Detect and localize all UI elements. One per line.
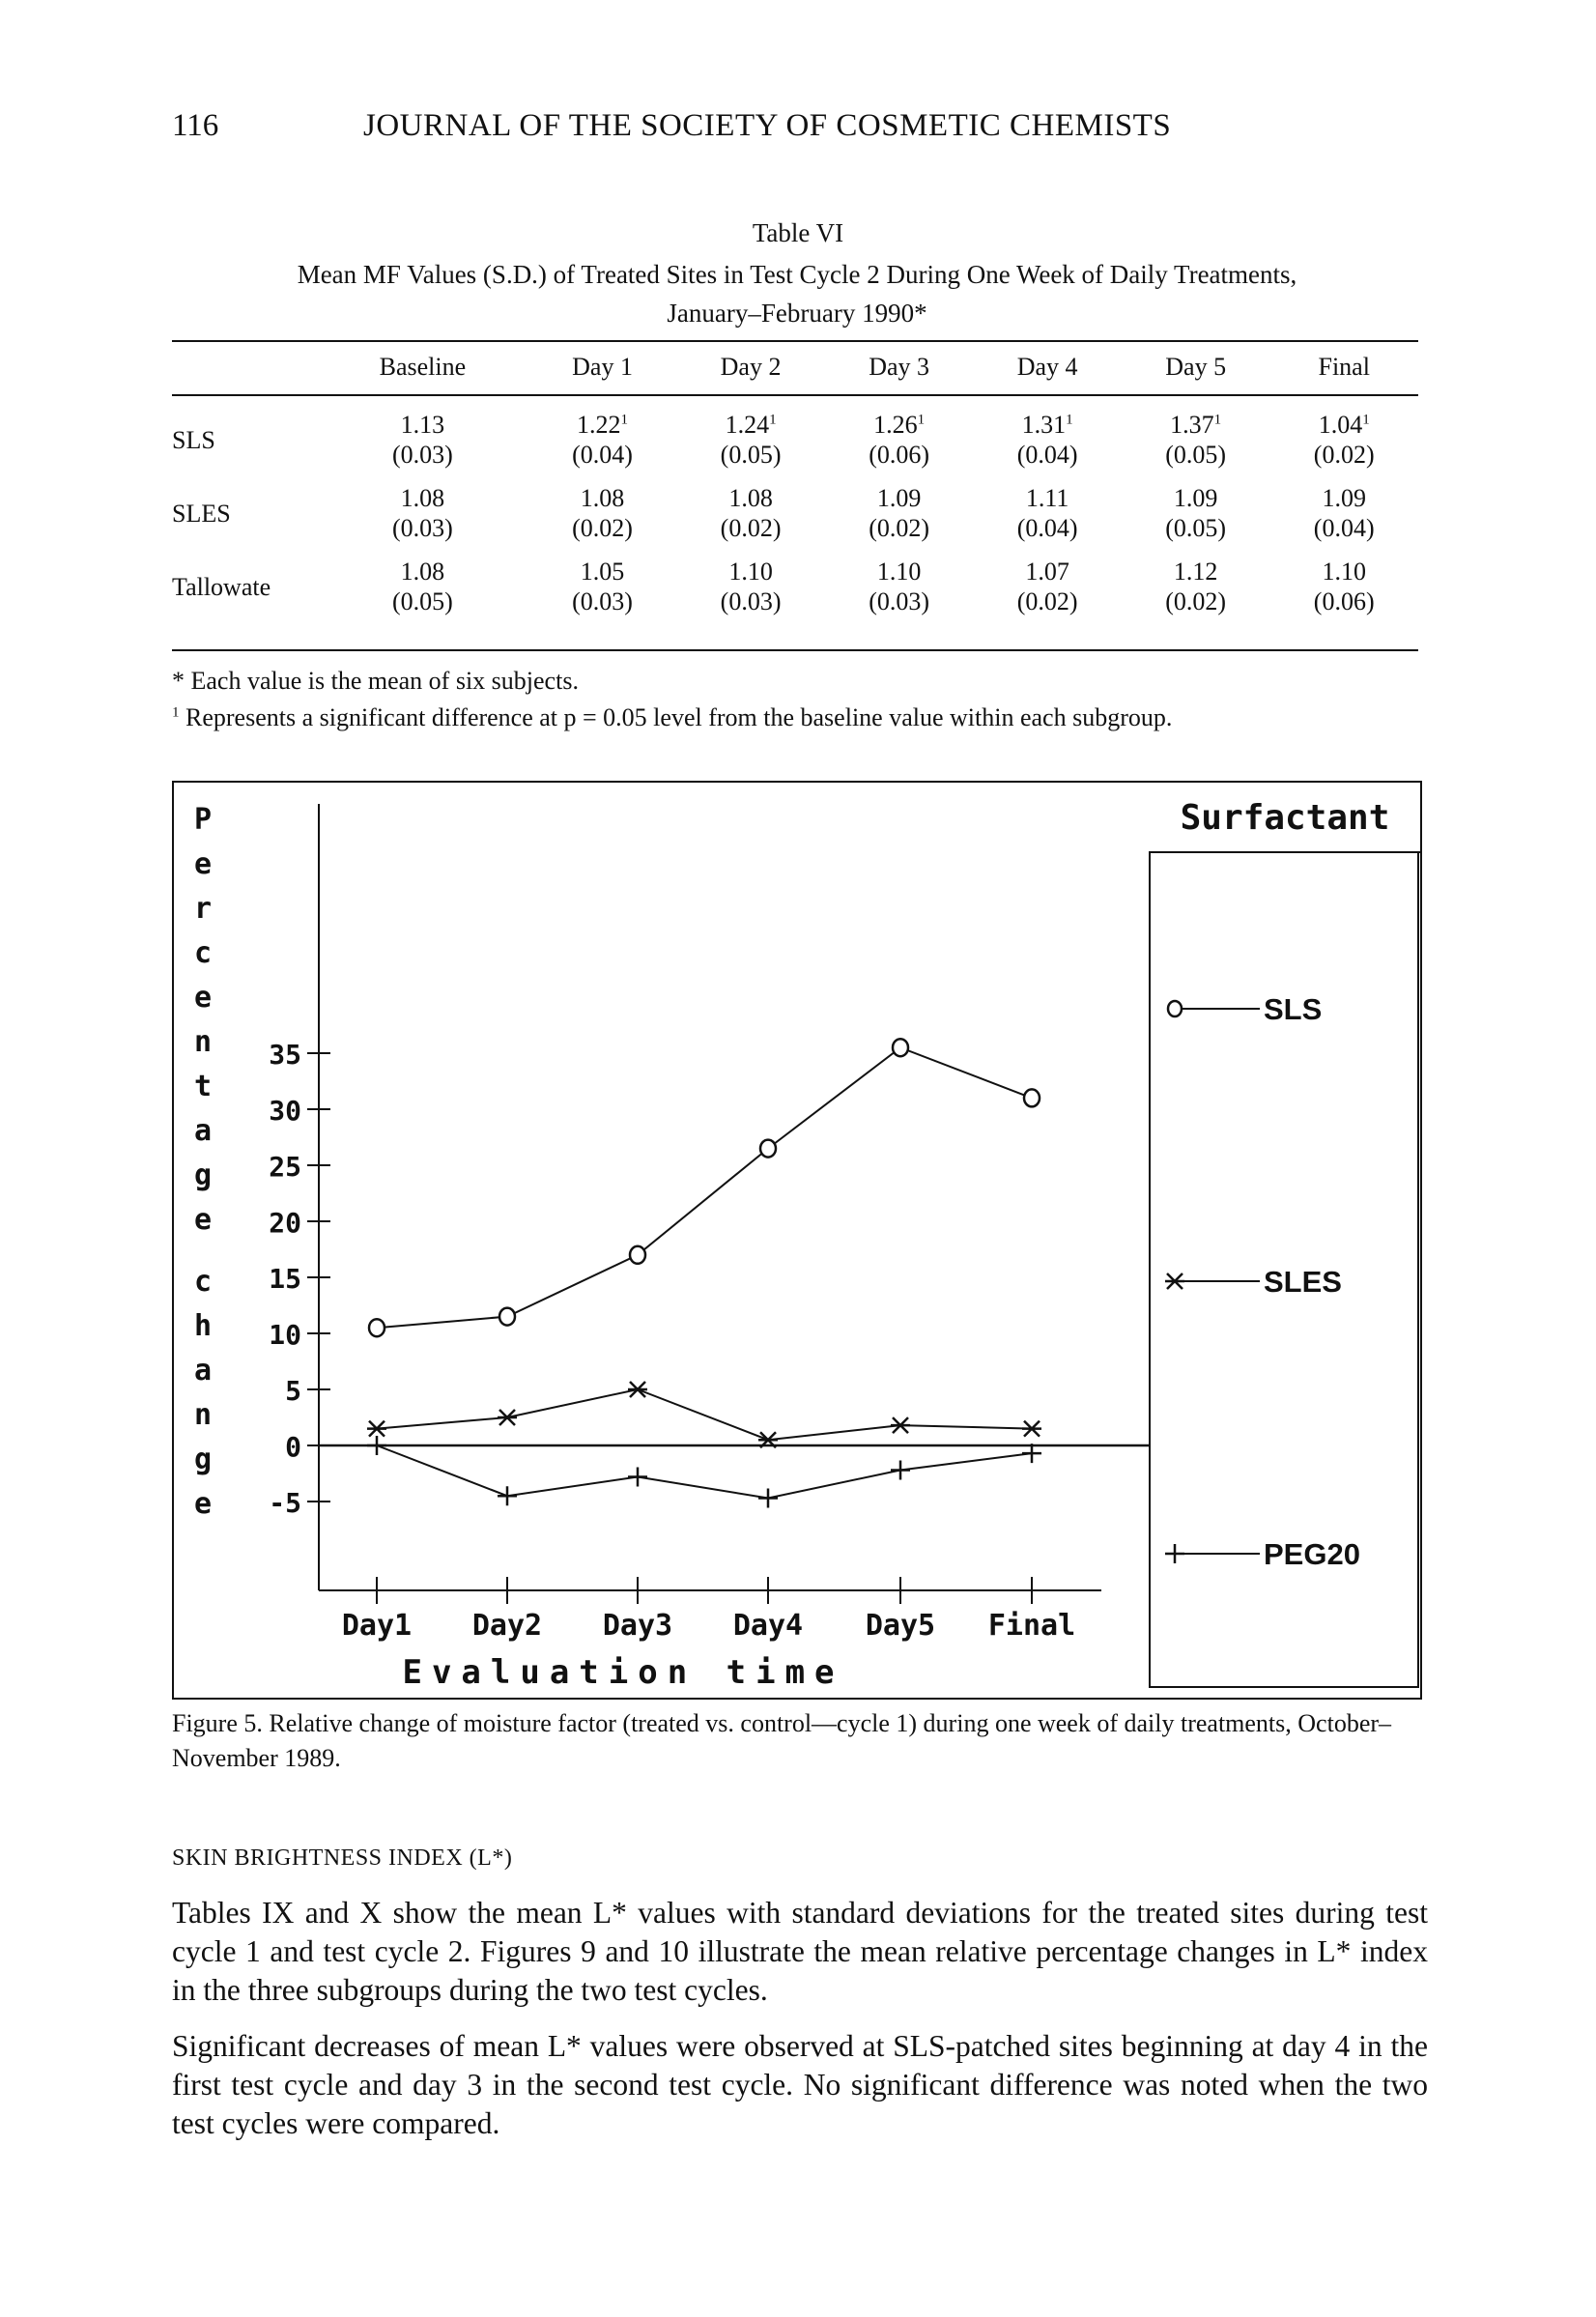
cell-mean: 1.11 <box>1025 484 1069 512</box>
data-point-peg20 <box>498 1486 517 1505</box>
legend-marker-sles <box>1165 1273 1184 1289</box>
line-chart <box>174 783 1420 1698</box>
data-point-sles <box>628 1382 647 1397</box>
journal-title: JOURNAL OF THE SOCIETY OF COSMETIC CHEMISTS <box>363 108 1172 143</box>
table-body <box>172 394 1418 616</box>
x-tick-label: Day2 <box>471 1609 543 1643</box>
cell-mean: 1.10 <box>876 558 922 586</box>
cell-mean: 1.31 <box>1021 411 1067 439</box>
data-point-peg20 <box>891 1461 910 1480</box>
cell-sd: (0.04) <box>572 441 633 469</box>
significance-mark: 1 <box>1213 412 1222 428</box>
table-row <box>172 543 1418 616</box>
paragraph: Tables IX and X show the mean L* values with standard deviations for the treated sites during test cycle 1 and test cycle 2. Figures 9 and 10 illustrate the mean relative percentage changes in L* index in the three subgroups during the two test cycles. <box>172 1896 1428 2007</box>
y-axis-title-letter: t <box>193 1070 213 1103</box>
data-point-sles <box>367 1421 386 1437</box>
cell-sd: (0.03) <box>869 587 930 615</box>
table-cell <box>973 394 1122 470</box>
y-axis-title-letter: c <box>193 1265 213 1299</box>
data-point-peg20 <box>758 1489 778 1508</box>
figure-caption-label: Figure 5. <box>172 1709 263 1737</box>
data-point-sls <box>1024 1089 1040 1106</box>
y-axis-title-letter: n <box>193 1398 213 1432</box>
y-axis-title-letter: e <box>193 1203 213 1237</box>
table-cell <box>825 470 974 543</box>
cell-mean: 1.37 <box>1170 411 1214 439</box>
cell-mean: 1.09 <box>876 484 922 512</box>
cell-sd: (0.03) <box>572 587 633 615</box>
data-point-peg20 <box>367 1436 386 1455</box>
y-axis-title-letter: h <box>193 1309 213 1343</box>
data-point-sls <box>499 1308 515 1326</box>
paragraph: Significant decreases of mean L* values were observed at SLS-patched sites beginning at day 4 in the first test cycle and day 3 in the second test cycle. No significant difference was noted when the two test cycles were compared. <box>172 2029 1428 2140</box>
column-header-empty <box>172 340 317 394</box>
figure-caption-text: Relative change of moisture factor (treated vs. control—cycle 1) during one week of daily treatments, October–November 1989. <box>172 1709 1392 1772</box>
cell-mean: 1.08 <box>400 484 445 512</box>
table-cell <box>1122 470 1270 543</box>
table-cell <box>973 470 1122 543</box>
table-cell <box>528 394 677 470</box>
cell-sd: (0.02) <box>1165 587 1227 615</box>
cell-sd: (0.02) <box>869 514 930 542</box>
cell-mean: 1.22 <box>577 411 621 439</box>
table-cell <box>676 543 825 616</box>
y-tick-label: 10 <box>269 1319 301 1351</box>
table-cell <box>528 470 677 543</box>
table-cell <box>676 394 825 470</box>
cell-mean: 1.08 <box>580 484 625 512</box>
significance-mark: 1 <box>1066 412 1073 428</box>
table-cell <box>1122 543 1270 616</box>
significance-mark: 1 <box>917 412 926 428</box>
x-tick-label: Final <box>987 1609 1076 1643</box>
y-tick-label: 20 <box>269 1207 301 1239</box>
legend-title: Surfactant <box>1180 798 1390 838</box>
column-header: Baseline <box>379 353 467 381</box>
column-header: Day 3 <box>869 353 930 381</box>
cell-sd: (0.05) <box>1165 441 1227 469</box>
mf-values-table <box>172 340 1418 616</box>
cell-mean: 1.05 <box>580 558 625 586</box>
table-cell <box>317 394 528 470</box>
y-axis-title-letter: e <box>193 1487 213 1521</box>
y-tick-label: 30 <box>269 1095 301 1127</box>
cell-mean: 1.09 <box>1322 484 1366 512</box>
y-axis-title-letter: e <box>193 847 213 881</box>
data-point-sls <box>369 1319 385 1336</box>
table-cell <box>973 543 1122 616</box>
row-label: SLS <box>172 425 215 454</box>
table-cell <box>1269 394 1418 470</box>
y-tick-label: 25 <box>269 1151 301 1183</box>
x-axis-title: Evaluation time <box>402 1653 844 1692</box>
cell-mean: 1.08 <box>400 558 445 586</box>
cell-sd: (0.03) <box>391 441 453 469</box>
column-header: Day 2 <box>720 353 782 381</box>
table-cell <box>825 394 974 470</box>
data-point-sles <box>891 1417 910 1433</box>
section-heading: SKIN BRIGHTNESS INDEX (L*) <box>172 1845 513 1871</box>
table-cell <box>528 543 677 616</box>
figure-caption <box>172 1706 1428 1776</box>
cell-mean: 1.13 <box>400 411 445 439</box>
y-tick-label: 15 <box>269 1263 301 1295</box>
cell-sd: (0.02) <box>572 514 633 542</box>
y-tick-label: 0 <box>285 1431 301 1463</box>
table-cell <box>825 543 974 616</box>
column-header: Day 1 <box>572 353 633 381</box>
page-header <box>172 108 1447 157</box>
column-header: Day 4 <box>1016 353 1078 381</box>
y-tick-label: 5 <box>285 1375 301 1407</box>
cell-sd: (0.04) <box>1313 514 1375 542</box>
cell-sd: (0.05) <box>1165 514 1227 542</box>
row-label: SLES <box>172 499 231 528</box>
figure-5-frame <box>172 781 1422 1700</box>
cell-mean: 1.10 <box>728 558 773 586</box>
table-header-row <box>172 340 1418 394</box>
cell-mean: 1.26 <box>873 411 918 439</box>
cell-mean: 1.12 <box>1173 558 1218 586</box>
legend-marker-sls <box>1168 1001 1182 1016</box>
legend-label: SLES <box>1264 1265 1342 1299</box>
table-cell <box>1269 543 1418 616</box>
y-tick-label: -5 <box>269 1487 301 1519</box>
table-caption: Mean MF Values (S.D.) of Treated Sites in Test Cycle 2 During One Week of Daily Treatments, January–February 1990* <box>297 260 1297 328</box>
series-line-sles <box>377 1389 1032 1440</box>
table-cell <box>1122 394 1270 470</box>
footnote: $^1$ Represents a significant difference at p = 0.05 level from the baseline value within each subgroup. <box>172 703 1173 731</box>
table-bottom-rule <box>172 649 1418 651</box>
cell-sd: (0.02) <box>1016 587 1078 615</box>
column-header: Day 5 <box>1165 353 1227 381</box>
cell-sd: (0.04) <box>1016 514 1078 542</box>
cell-sd: (0.02) <box>720 514 782 542</box>
x-tick-label: Day5 <box>865 1609 936 1643</box>
y-axis-title-letter: r <box>193 892 213 926</box>
row-label: Tallowate <box>172 572 271 601</box>
legend-label: PEG20 <box>1264 1537 1360 1571</box>
cell-sd: (0.03) <box>720 587 782 615</box>
footnote: * Each value is the mean of six subjects. <box>172 667 579 695</box>
legend-label: SLS <box>1264 992 1323 1026</box>
data-point-peg20 <box>628 1467 647 1486</box>
table-title: Table VI <box>752 218 844 247</box>
table-cell <box>317 470 528 543</box>
legend-marker-peg20 <box>1165 1544 1184 1563</box>
data-point-sls <box>760 1140 776 1158</box>
y-axis-title-letter: n <box>193 1025 213 1059</box>
data-point-sls <box>893 1039 908 1056</box>
page-number: 116 <box>172 108 219 143</box>
series-line-peg20 <box>377 1445 1032 1499</box>
table-cell <box>1269 470 1418 543</box>
column-header: Final <box>1318 353 1370 381</box>
cell-mean: 1.04 <box>1318 411 1363 439</box>
table-cell <box>676 470 825 543</box>
cell-sd: (0.05) <box>391 587 453 615</box>
x-tick-label: Day1 <box>341 1609 413 1643</box>
y-axis-title-letter: P <box>193 803 213 837</box>
significance-mark: 1 <box>769 412 777 428</box>
cell-mean: 1.08 <box>728 484 773 512</box>
cell-mean: 1.24 <box>725 411 770 439</box>
y-axis-title-letter: a <box>193 1114 213 1148</box>
table-row <box>172 394 1418 470</box>
x-tick-label: Day4 <box>732 1609 804 1643</box>
cell-mean: 1.07 <box>1025 558 1069 586</box>
y-axis-title-letter: e <box>193 981 213 1015</box>
table-cell <box>317 543 528 616</box>
body-text <box>172 1894 1428 2160</box>
cell-mean: 1.10 <box>1322 558 1366 586</box>
cell-sd: (0.03) <box>391 514 453 542</box>
cell-sd: (0.02) <box>1313 441 1375 469</box>
significance-mark: 1 <box>620 412 629 428</box>
data-point-sles <box>498 1410 517 1425</box>
table-row <box>172 470 1418 543</box>
cell-sd: (0.06) <box>869 441 930 469</box>
y-axis-title-letter: c <box>193 936 213 970</box>
data-point-sls <box>630 1246 645 1264</box>
y-axis-title-letter: g <box>193 1158 213 1192</box>
cell-mean: 1.09 <box>1173 484 1218 512</box>
cell-sd: (0.04) <box>1016 441 1078 469</box>
cell-sd: (0.05) <box>720 441 782 469</box>
series-line-sls <box>377 1047 1032 1328</box>
cell-sd: (0.06) <box>1313 587 1375 615</box>
y-axis-title-letter: a <box>193 1354 213 1387</box>
y-tick-label: 35 <box>269 1039 301 1071</box>
x-tick-label: Day3 <box>602 1609 673 1643</box>
data-point-sles <box>1022 1421 1041 1437</box>
table-footnotes <box>172 663 1428 736</box>
y-axis-title-letter: g <box>193 1443 213 1476</box>
significance-mark: 1 <box>1362 412 1370 428</box>
